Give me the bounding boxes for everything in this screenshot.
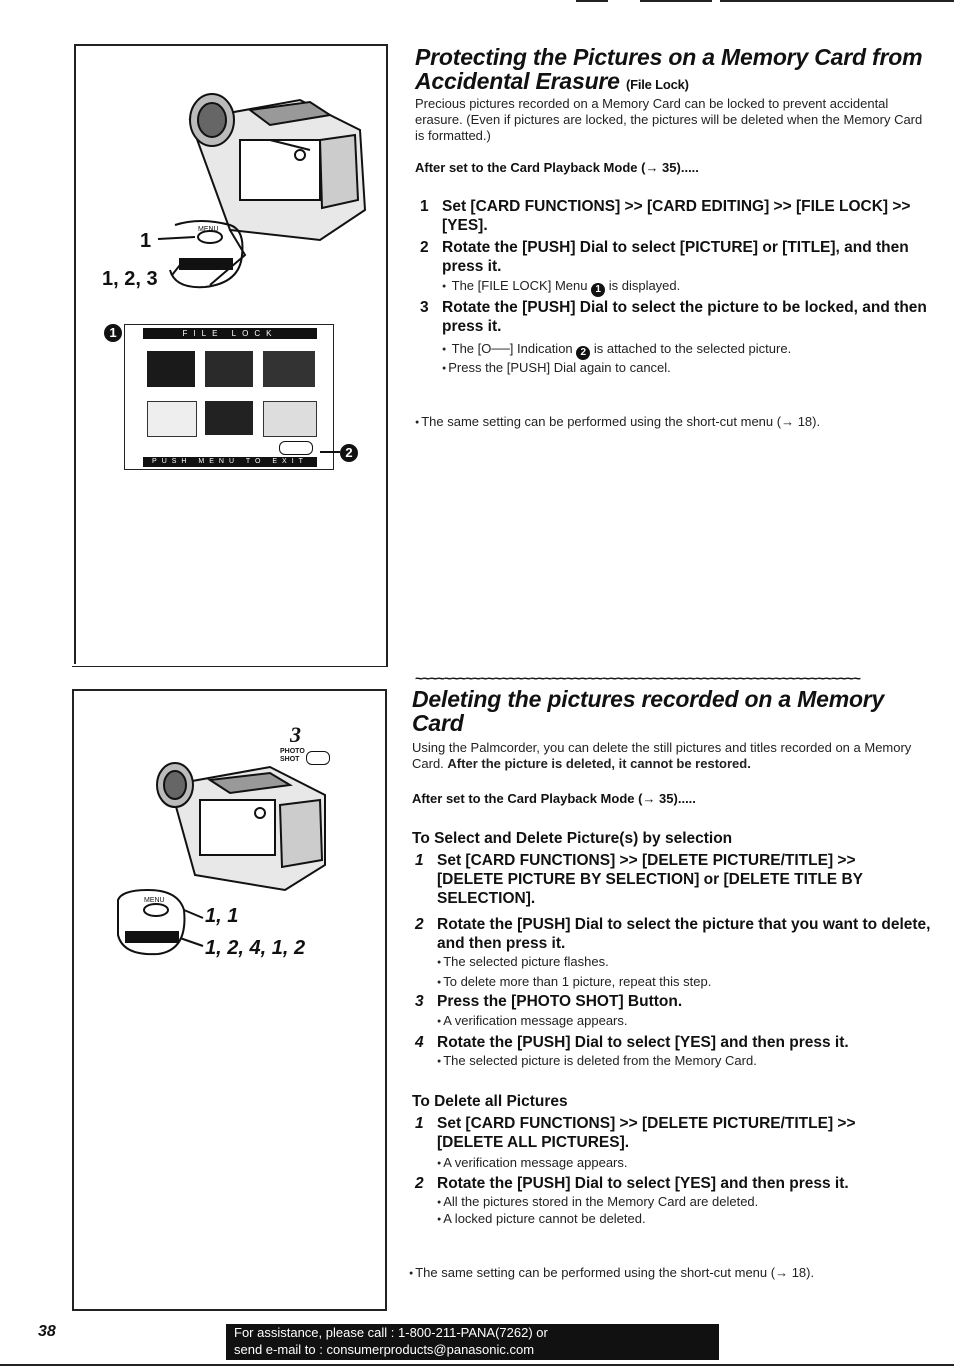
callout-steps-1-1: 1, 1 bbox=[205, 905, 239, 927]
figure-delete-top-border bbox=[72, 689, 386, 691]
section2-step-b2 bbox=[415, 1174, 922, 1193]
page-number: 38 bbox=[38, 1323, 56, 1340]
section1-step3-bullet bbox=[442, 341, 791, 360]
callout-steps-1-2-3: 1, 2, 3 bbox=[102, 268, 158, 290]
section2-step-a3-bullet: ● A verification message appears. bbox=[437, 1013, 628, 1030]
section1-step-2 bbox=[420, 238, 937, 276]
file-lock-screen bbox=[124, 324, 334, 470]
step-text: Rotate the [PUSH] Dial to select the picture to be locked, and then press it. bbox=[442, 299, 927, 335]
step-number: 1 bbox=[415, 1115, 424, 1132]
section2-step-a4-bullet: ● The selected picture is deleted from the Memory Card. bbox=[437, 1053, 757, 1070]
step-number: 2 bbox=[415, 1175, 424, 1192]
step-number: 2 bbox=[420, 239, 429, 256]
section2-precondition: After set to the Card Playback Mode (→ 35)..... bbox=[412, 791, 696, 806]
step-text: Rotate the [PUSH] Dial to select [YES] and then press it. bbox=[437, 1034, 849, 1051]
section1-step-1 bbox=[420, 197, 937, 235]
thumbnail bbox=[147, 401, 197, 437]
section2-step-b1-bullet: ● A verification message appears. bbox=[437, 1155, 628, 1172]
step-text: Rotate the [PUSH] Dial to select [PICTURE] or [TITLE], and then press it. bbox=[442, 239, 909, 275]
marker-2-icon: 2 bbox=[340, 444, 358, 462]
section1-intro: Precious pictures recorded on a Memory Card can be locked to prevent accidental erasure. (Even if pictures are locked, the pictures will be deleted when the Memory Card is formatted.) bbox=[415, 96, 923, 143]
section1-shortcut-note: ● The same setting can be performed using the short-cut menu (→ 18). bbox=[415, 414, 820, 431]
step-text: Press the [PHOTO SHOT] Button. bbox=[437, 993, 683, 1010]
menu-dial-callout bbox=[150, 215, 250, 290]
section2-step-a3 bbox=[415, 992, 922, 1011]
marker-1-ref-icon: 1 bbox=[591, 283, 605, 297]
step-text: Rotate the [PUSH] Dial to select [YES] and then press it. bbox=[437, 1175, 849, 1192]
section1-title-text: Accidental Erasure bbox=[415, 68, 620, 94]
bullet-text: is attached to the selected picture. bbox=[593, 341, 792, 356]
section1-title-line2 bbox=[415, 68, 689, 98]
step-number: 1 bbox=[420, 198, 429, 215]
intro-warning: After the picture is deleted, it cannot be restored. bbox=[447, 756, 751, 771]
figure-file-lock-left-border bbox=[74, 44, 76, 664]
assistance-banner bbox=[226, 1324, 719, 1360]
section-divider: ~~~~~~~~~~~~~~~~~~~~~~~~~~~~~~~~~~~~~~~~~~~~~~~~~~~~~~~~~~~~~~ bbox=[415, 670, 860, 686]
bullet-text: is displayed. bbox=[608, 278, 681, 293]
screen-header: FILE LOCK bbox=[143, 328, 317, 339]
menu-label: MENU bbox=[144, 897, 165, 904]
thumbnail bbox=[147, 351, 195, 387]
section2-title-line2: Card bbox=[412, 710, 464, 736]
section2-step-a2-bullet: ● To delete more than 1 picture, repeat this step. bbox=[437, 974, 711, 991]
section2-step-a1 bbox=[415, 851, 922, 908]
assistance-email: send e-mail to : consumerproducts@panasonic.com bbox=[234, 1342, 535, 1357]
section2-step-b2-bullet: ● A locked picture cannot be deleted. bbox=[437, 1211, 646, 1228]
callout-steps-1-2-4-1-2: 1, 2, 4, 1, 2 bbox=[205, 937, 306, 959]
step-number: 3 bbox=[415, 993, 424, 1010]
figure-delete-left-border bbox=[72, 689, 74, 1309]
step-number: 2 bbox=[415, 916, 424, 933]
step-number: 4 bbox=[415, 1034, 424, 1051]
step-text: Set [CARD FUNCTIONS] >> [DELETE PICTURE/TITLE] >> [DELETE ALL PICTURES]. bbox=[437, 1115, 856, 1151]
intro-text: Using the Palmcorder, you can delete the still pictures and titles recorded on a Memory Card. bbox=[412, 740, 912, 771]
footer-rule bbox=[0, 1364, 954, 1366]
thumbnail bbox=[205, 351, 253, 387]
photo-label: PHOTO bbox=[280, 748, 305, 755]
screen-footer: PUSH MENU TO EXIT bbox=[143, 457, 317, 467]
menu-dial-callout bbox=[108, 880, 218, 960]
top-rule bbox=[640, 0, 712, 2]
thumbnail bbox=[263, 401, 317, 437]
section1-step3-bullet: ● Press the [PUSH] Dial again to cancel. bbox=[442, 360, 671, 377]
step-text: Set [CARD FUNCTIONS] >> [DELETE PICTURE/TITLE] >> [DELETE PICTURE BY SELECTION] or [DELETE TITLE BY SELECTION]. bbox=[437, 852, 863, 907]
step-text: Set [CARD FUNCTIONS] >> [CARD EDITING] >> [FILE LOCK] >> [YES]. bbox=[442, 198, 911, 234]
thumbnail bbox=[205, 401, 253, 435]
section2-step-b2-bullet: ● All the pictures stored in the Memory Card are deleted. bbox=[437, 1194, 758, 1211]
thumbnail bbox=[263, 351, 315, 387]
figure-delete-right-border bbox=[385, 689, 387, 1311]
section2-step-a2 bbox=[415, 915, 932, 953]
section2-title-line1: Deleting the pictures recorded on a Memory bbox=[412, 686, 885, 712]
section2-step-a2-bullet: ● The selected picture flashes. bbox=[437, 954, 609, 971]
subhead-delete-all: To Delete all Pictures bbox=[412, 1093, 568, 1110]
top-rule bbox=[720, 0, 954, 2]
section2-shortcut-note: ● The same setting can be performed using the short-cut menu (→ 18). bbox=[409, 1265, 814, 1282]
lock-indication-icon bbox=[279, 441, 313, 455]
subhead-select-delete: To Select and Delete Picture(s) by selection bbox=[412, 830, 733, 847]
marker-1-icon: 1 bbox=[104, 324, 122, 342]
section1-step-3 bbox=[420, 298, 937, 336]
top-rule bbox=[576, 0, 608, 2]
step-number: 3 bbox=[420, 299, 429, 316]
figure-delete-bottom-border bbox=[72, 1309, 386, 1311]
section1-title-suffix: (File Lock) bbox=[625, 77, 689, 92]
marker-2-ref-icon: 2 bbox=[576, 346, 590, 360]
marker-2-leader-line bbox=[320, 451, 340, 453]
section2-intro bbox=[412, 740, 932, 772]
menu-label: MENU bbox=[198, 226, 219, 233]
bullet-text: The [FILE LOCK] Menu bbox=[451, 278, 588, 293]
assistance-phone: For assistance, please call : 1-800-211-PANA(7262) or bbox=[234, 1325, 548, 1340]
bullet-text: The [O──] Indication bbox=[451, 341, 573, 356]
section1-precondition: After set to the Card Playback Mode (→ 35)..... bbox=[415, 160, 699, 175]
callout-step-1: 1 bbox=[140, 230, 152, 252]
shot-label: SHOT bbox=[280, 756, 300, 763]
figure-file-lock-top-border bbox=[74, 44, 386, 46]
section2-step-a4 bbox=[415, 1033, 922, 1052]
step-number: 1 bbox=[415, 852, 424, 869]
section1-step2-bullet bbox=[442, 278, 680, 297]
photo-shot-step-number: 3 bbox=[290, 722, 301, 747]
step-text: Rotate the [PUSH] Dial to select the picture that you want to delete, and then press it. bbox=[437, 916, 931, 952]
section1-title-line1: Protecting the Pictures on a Memory Card from bbox=[415, 44, 923, 70]
section2-step-b1 bbox=[415, 1114, 922, 1152]
